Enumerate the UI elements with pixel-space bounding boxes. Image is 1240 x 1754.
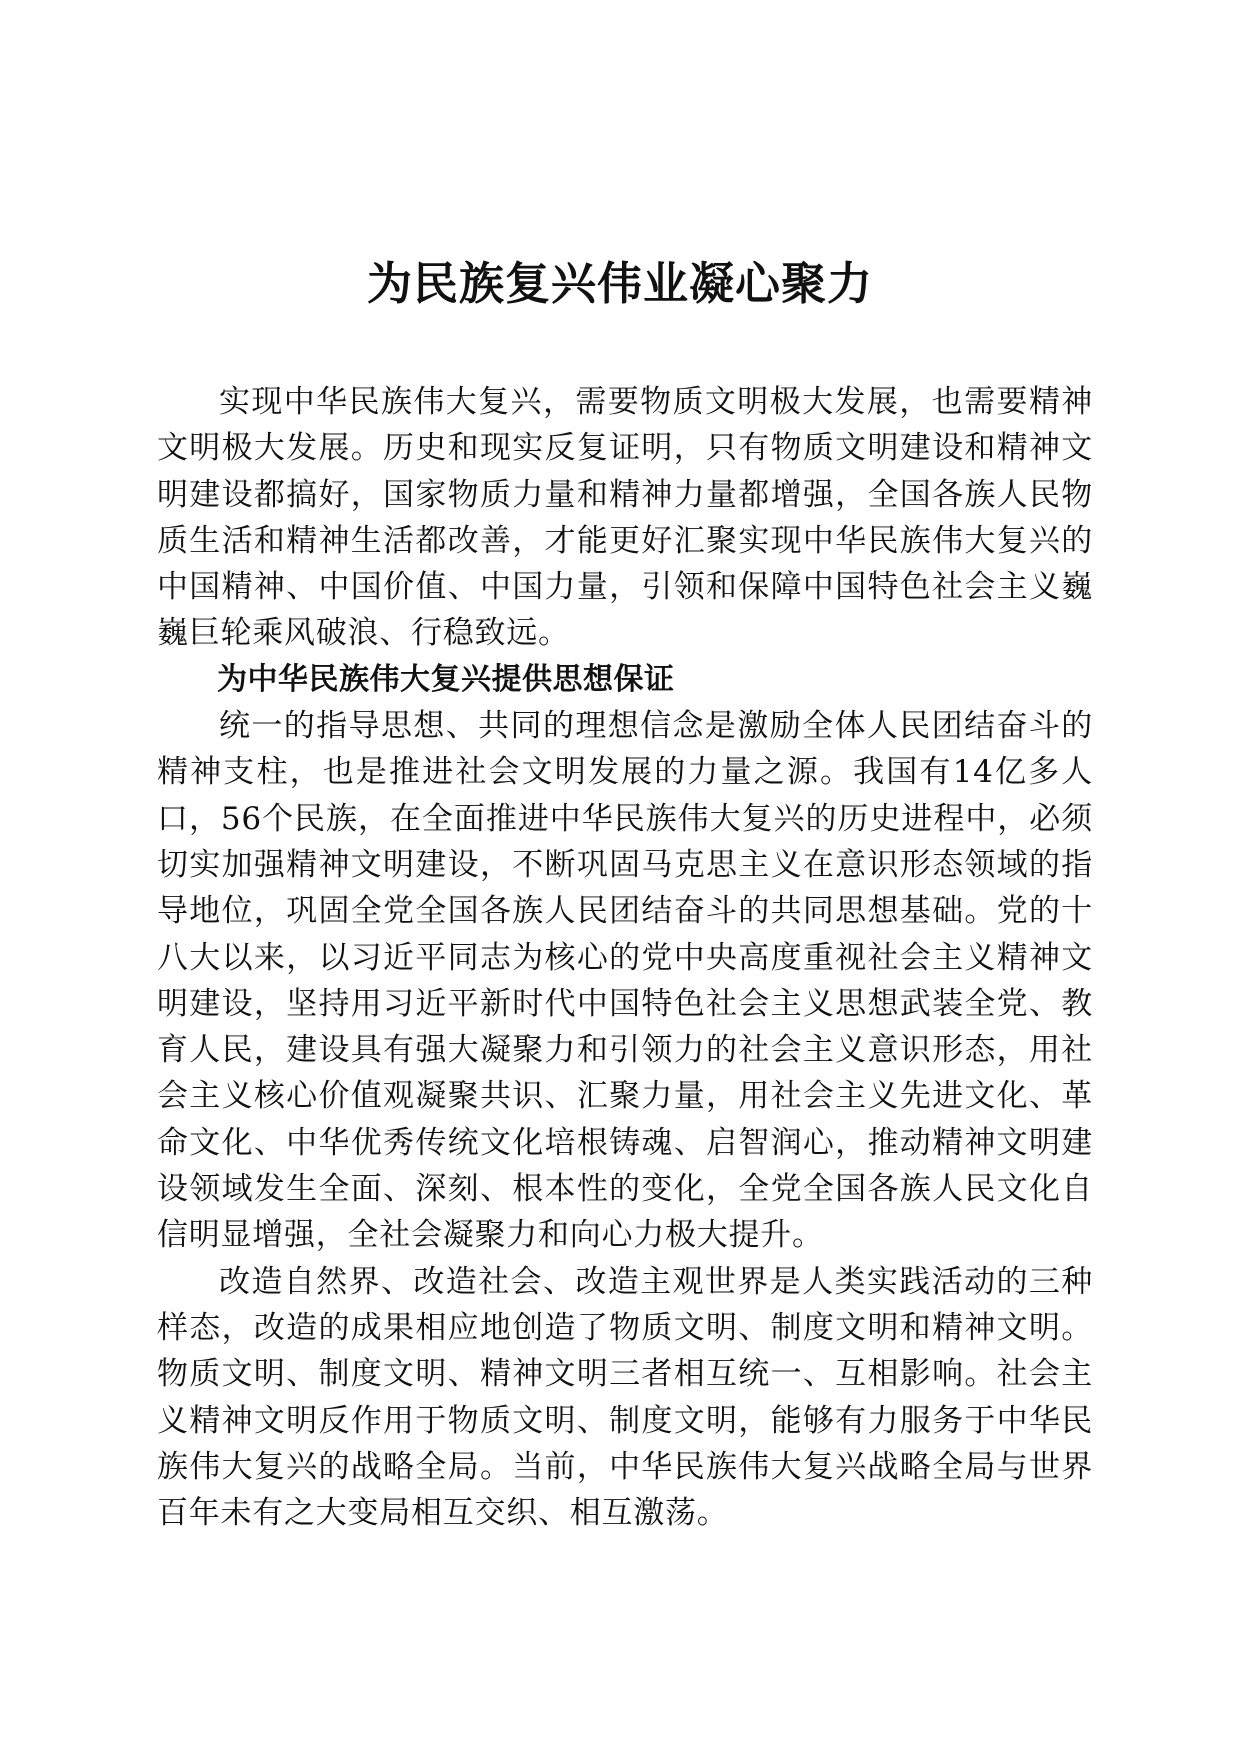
document-title: 为民族复兴伟业凝心聚力 <box>366 257 873 310</box>
document-body <box>157 379 1093 1536</box>
body-paragraph-2: 统一的指导思想、共同的理想信念是激励全体人民团结奋斗的精神支柱，也是推进社会文明发展的力量之源。我国有14亿多人口，56个民族，在全面推进中华民族伟大复兴的历史进程中，必须切实加强精神文明建设，不断巩固马克思主义在意识形态领域的指导地位，巩固全党全国各族人民团结奋斗的共同思想基础。党的十八大以来，以习近平同志为核心的党中央高度重视社会主义精神文明建设，坚持用习近平新时代中国特色社会主义思想武装全党、教育人民，建设具有强大凝聚力和引领力的社会主义意识形态，用社会主义核心价值观凝聚共识、汇聚力量，用社会主义先进文化、革命文化、中华优秀传统文化培根铸魂、启智润心，推动精神文明建设领域发生全面、深刻、根本性的变化，全党全国各族人民文化自信明显增强，全社会凝聚力和向心力极大提升。 <box>157 708 1093 1254</box>
body-paragraph-3: 改造自然界、改造社会、改造主观世界是人类实践活动的三种样态，改造的成果相应地创造了物质文明、制度文明和精神文明。物质文明、制度文明、精神文明三者相互统一、互相影响。社会主义精神文明反作用于物质文明、制度文明，能够有力服务于中华民族伟大复兴的战略全局。当前，中华民族伟大复兴战略全局与世界百年未有之大变局相互交织、相互激荡。 <box>157 1263 1093 1532</box>
section-heading: 为中华民族伟大复兴提供思想保证 <box>217 661 675 697</box>
intro-paragraph: 实现中华民族伟大复兴，需要物质文明极大发展，也需要精神文明极大发展。历史和现实反复证明，只有物质文明建设和精神文明建设都搞好，国家物质力量和精神力量都增强，全国各族人民物质生活和精神生活都改善，才能更好汇聚实现中华民族伟大复兴的中国精神、中国价值、中国力量，引领和保障中国特色社会主义巍巍巨轮乘风破浪、行稳致远。 <box>157 384 1093 652</box>
